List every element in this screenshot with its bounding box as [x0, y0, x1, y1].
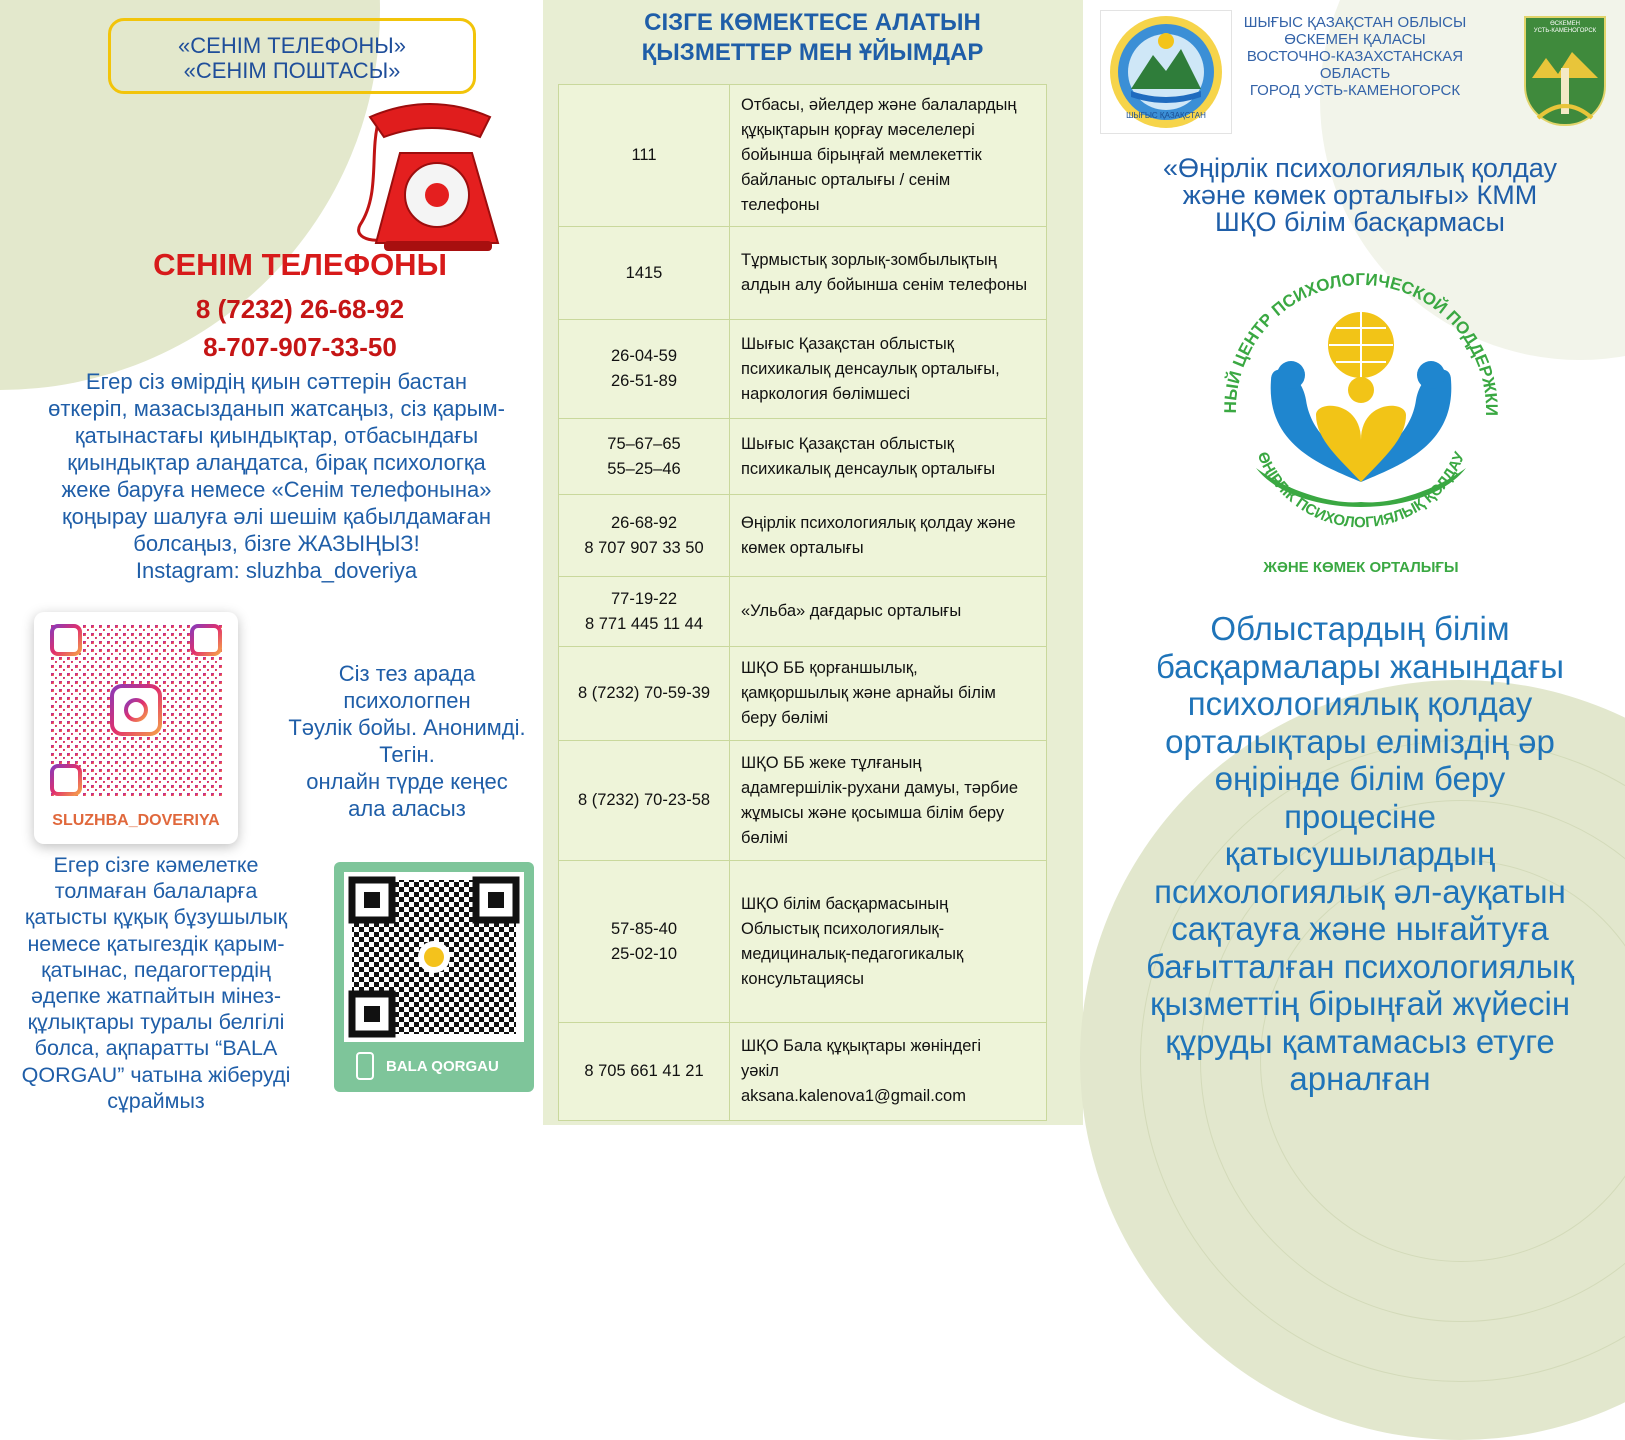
text-line: болсаңыз, бізге ЖАЗЫҢЫЗ!: [133, 531, 420, 556]
consult-text: [262, 660, 552, 822]
text-line: немесе қатыгездік қарым-: [27, 931, 285, 956]
text-line: толмаған балаларға: [54, 879, 258, 904]
text-line: психологпен: [343, 688, 471, 713]
mission-line: сақтауға және нығайтуға: [1171, 910, 1549, 947]
phone-cell: 75–67–65 55–25–46: [559, 419, 730, 495]
logo-bottom-line: ЖӘНЕ КӨМЕК ОРТАЛЫҒЫ: [1263, 559, 1459, 576]
bala-qorgau-qr-code: [344, 872, 524, 1042]
text-line: Егер сіз өмірдің қиын сәттерін бастан: [85, 369, 468, 394]
hotline-box-line: «СЕНІМ ТЕЛЕФОНЫ»: [178, 33, 406, 58]
phone-cell: 8 (7232) 70-23-58: [559, 741, 730, 861]
text-line: қатынас, педагогтердің: [41, 957, 271, 982]
header-line: ВОСТОЧНО-КАЗАХСТАНСКАЯ: [1246, 48, 1464, 65]
header-line: ГОРОД УСТЬ-КАМЕНОГОРСК: [1249, 82, 1461, 99]
hotline-phone: 8 (7232) 26-68-92: [195, 294, 405, 324]
mission-line: орталықтары еліміздің әр: [1165, 722, 1555, 760]
instagram-qr-code: [50, 624, 222, 796]
phone-cell: 26-68-92 8 707 907 33 50: [559, 495, 730, 577]
description-cell: ШҚО ББ қорғаншылық, қамқоршылық және арнайы білім беру бөлімі: [730, 647, 1047, 741]
phone-cell: 8 705 661 41 21: [559, 1023, 730, 1121]
text-line: сұраймыз: [107, 1088, 205, 1113]
table-row: [559, 227, 1047, 320]
table-row: [559, 647, 1047, 741]
text-line: Егер сізге кәмелетке: [53, 853, 259, 877]
mission-line: өңірінде білім беру: [1214, 760, 1506, 797]
phone-cell: 111: [559, 85, 730, 227]
instagram-handle: Instagram: sluzhba_doveriya: [135, 558, 418, 583]
table-row: [559, 495, 1047, 577]
text-line: қоңырау шалуға әлі шешім қабылдамаған: [62, 504, 491, 529]
organization-name: [1110, 155, 1610, 236]
description-cell: Тұрмыстық зорлық-зомбылықтың алдын алу бойынша сенім телефоны: [730, 227, 1047, 320]
description-cell: ШҚО ББ жеке тұлғаның адамгершілік-рухани дамуы, тәрбие жұмысы және қосымша білім беру бөлімі: [730, 741, 1047, 861]
phone-cell: 77-19-22 8 771 445 11 44: [559, 577, 730, 647]
text-line: өткеріп, мазасызданып жатсаңыз, сіз қарым-: [48, 396, 505, 421]
mission-statement: [1105, 610, 1615, 1098]
instagram-qr-card: [34, 612, 238, 844]
phone-cell: 8 (7232) 70-59-39: [559, 647, 730, 741]
text-line: әдепке жатпайтын мінез-: [30, 984, 282, 1009]
mobile-phone-icon: [356, 1052, 374, 1080]
table-row: [559, 861, 1047, 1023]
text-line: қатынастағы қиындықтар, отбасындағы: [74, 423, 479, 448]
org-line: ШҚО білім басқармасы: [1215, 207, 1505, 237]
hotline-box-line: «СЕНІМ ПОШТАСЫ»: [183, 58, 401, 83]
bala-qorgau-label: BALA QORGAU: [386, 1058, 499, 1075]
email-text: aksana.kalenova1@gmail.com: [741, 1087, 966, 1105]
description-cell: «Ульба» дағдарыс орталығы: [730, 577, 1047, 647]
services-table: [558, 84, 1047, 1121]
phone-cell: 57-85-40 25-02-10: [559, 861, 730, 1023]
description-cell: ШҚО білім басқармасының Облыстық психологиялық- медициналық-педагогикалық консультациясы: [730, 861, 1047, 1023]
description-cell: Шығыс Қазақстан облыстық психикалық денсаулық орталығы: [730, 419, 1047, 495]
city-emblem: [1524, 16, 1606, 126]
center-logo: [1196, 250, 1526, 580]
text-line: қиындықтар алаңдатса, бірақ психологқа: [67, 450, 486, 475]
city-emblem-text: ӨСКЕМЕН УСТЬ-КАМЕНОГОРСК: [1533, 21, 1597, 34]
report-text: [6, 852, 306, 1114]
table-row: [559, 741, 1047, 861]
org-line: және көмек орталығы» КММ: [1182, 180, 1538, 210]
title-line: СІЗГЕ КӨМЕКТЕСЕ АЛАТЫН: [644, 9, 981, 36]
table-row: [559, 320, 1047, 419]
mission-line: бағытталған психологиялық: [1146, 947, 1574, 985]
description-cell: Шығыс Қазақстан облыстық психикалық денсаулық орталығы, наркология бөлімшесі: [730, 320, 1047, 419]
header-line: ОБЛАСТЬ: [1319, 65, 1391, 82]
region-emblem-text: ШЫҒЫС ҚАЗАҚСТАН: [1126, 111, 1206, 120]
text-line: құлықтары туралы белгілі: [27, 1010, 285, 1035]
logo-bottom-line: ӨҢІРЛІК ПСИХОЛОГИЯЛЫҚ ҚОЛДАУ: [1253, 449, 1469, 532]
text-line: қатысты құқық бұзушылық: [24, 905, 288, 930]
mission-line: құруды қамтамасыз етуге: [1165, 1022, 1555, 1060]
text-line: QORGAU” чатына жіберуді: [21, 1062, 291, 1087]
administration-header: [1230, 14, 1480, 99]
text-line: Тәулік бойы. Анонимді.: [288, 715, 526, 740]
services-title: [560, 8, 1065, 68]
header-line: ШЫҒЫС ҚАЗАҚСТАН ОБЛЫСЫ: [1243, 14, 1467, 31]
hotline-phone: 8-707-907-33-50: [203, 332, 397, 362]
description-cell: Өңірлік психологиялық қолдау және көмек орталығы: [730, 495, 1047, 577]
phone-cell: 1415: [559, 227, 730, 320]
table-row: [559, 85, 1047, 227]
description-cell: Отбасы, әйелдер және балалардың құқықтарын қорғау мәселелері бойынша бірыңғай мемлекеттік байланыс орталығы / сенім телефоны: [730, 85, 1047, 227]
text-line: жеке баруға немесе «Сенім телефонына»: [61, 477, 492, 502]
intro-text: [4, 368, 549, 584]
org-line: «Өңірлік психологиялық қолдау: [1163, 153, 1557, 183]
region-emblem: [1100, 10, 1232, 134]
mission-line: процесіне: [1284, 797, 1436, 835]
mission-line: Облыстардың білім: [1210, 610, 1510, 647]
telephone-icon: [340, 95, 540, 270]
logo-top-text: НЫЙ ЦЕНТР ПСИХОЛОГИЧЕСКОЙ ПОДДЕРЖКИ: [1220, 269, 1502, 417]
mission-line: психологиялық қолдау: [1187, 685, 1533, 722]
text-line: Сіз тез арада: [338, 661, 476, 686]
mission-line: психологиялық әл-ауқатын: [1154, 872, 1566, 910]
title-line: ҚЫЗМЕТТЕР МЕН ҰЙЫМДАР: [641, 39, 984, 66]
table-row: [559, 577, 1047, 647]
description-cell: ШҚО Бала құқықтары жөніндегі уәкіл aksana.kalenova1@gmail.com: [730, 1023, 1047, 1121]
hotline-title: СЕНІМ ТЕЛЕФОНЫ: [153, 247, 447, 282]
text-line: онлайн түрде кеңес: [306, 769, 508, 794]
mission-line: қызметтің бірыңғай жүйесін: [1149, 985, 1571, 1022]
text-line: болса, ақпаратты “BALA: [34, 1036, 278, 1061]
instagram-qr-label: SLUZHBA_DOVERIYA: [52, 812, 220, 829]
text-line: Тегін.: [379, 742, 435, 767]
header-line: ӨСКЕМЕН ҚАЛАСЫ: [1284, 31, 1426, 48]
bala-qorgau-qr-card: [334, 862, 534, 1092]
table-row: [559, 1023, 1047, 1121]
mission-line: қатысушылардың: [1224, 835, 1496, 872]
mission-line: арналған: [1289, 1060, 1431, 1097]
table-row: [559, 419, 1047, 495]
hotline-box: [108, 18, 476, 94]
phone-cell: 26-04-59 26-51-89: [559, 320, 730, 419]
mission-line: басқармалары жанындағы: [1156, 647, 1564, 685]
text-line: ала аласыз: [348, 796, 466, 821]
